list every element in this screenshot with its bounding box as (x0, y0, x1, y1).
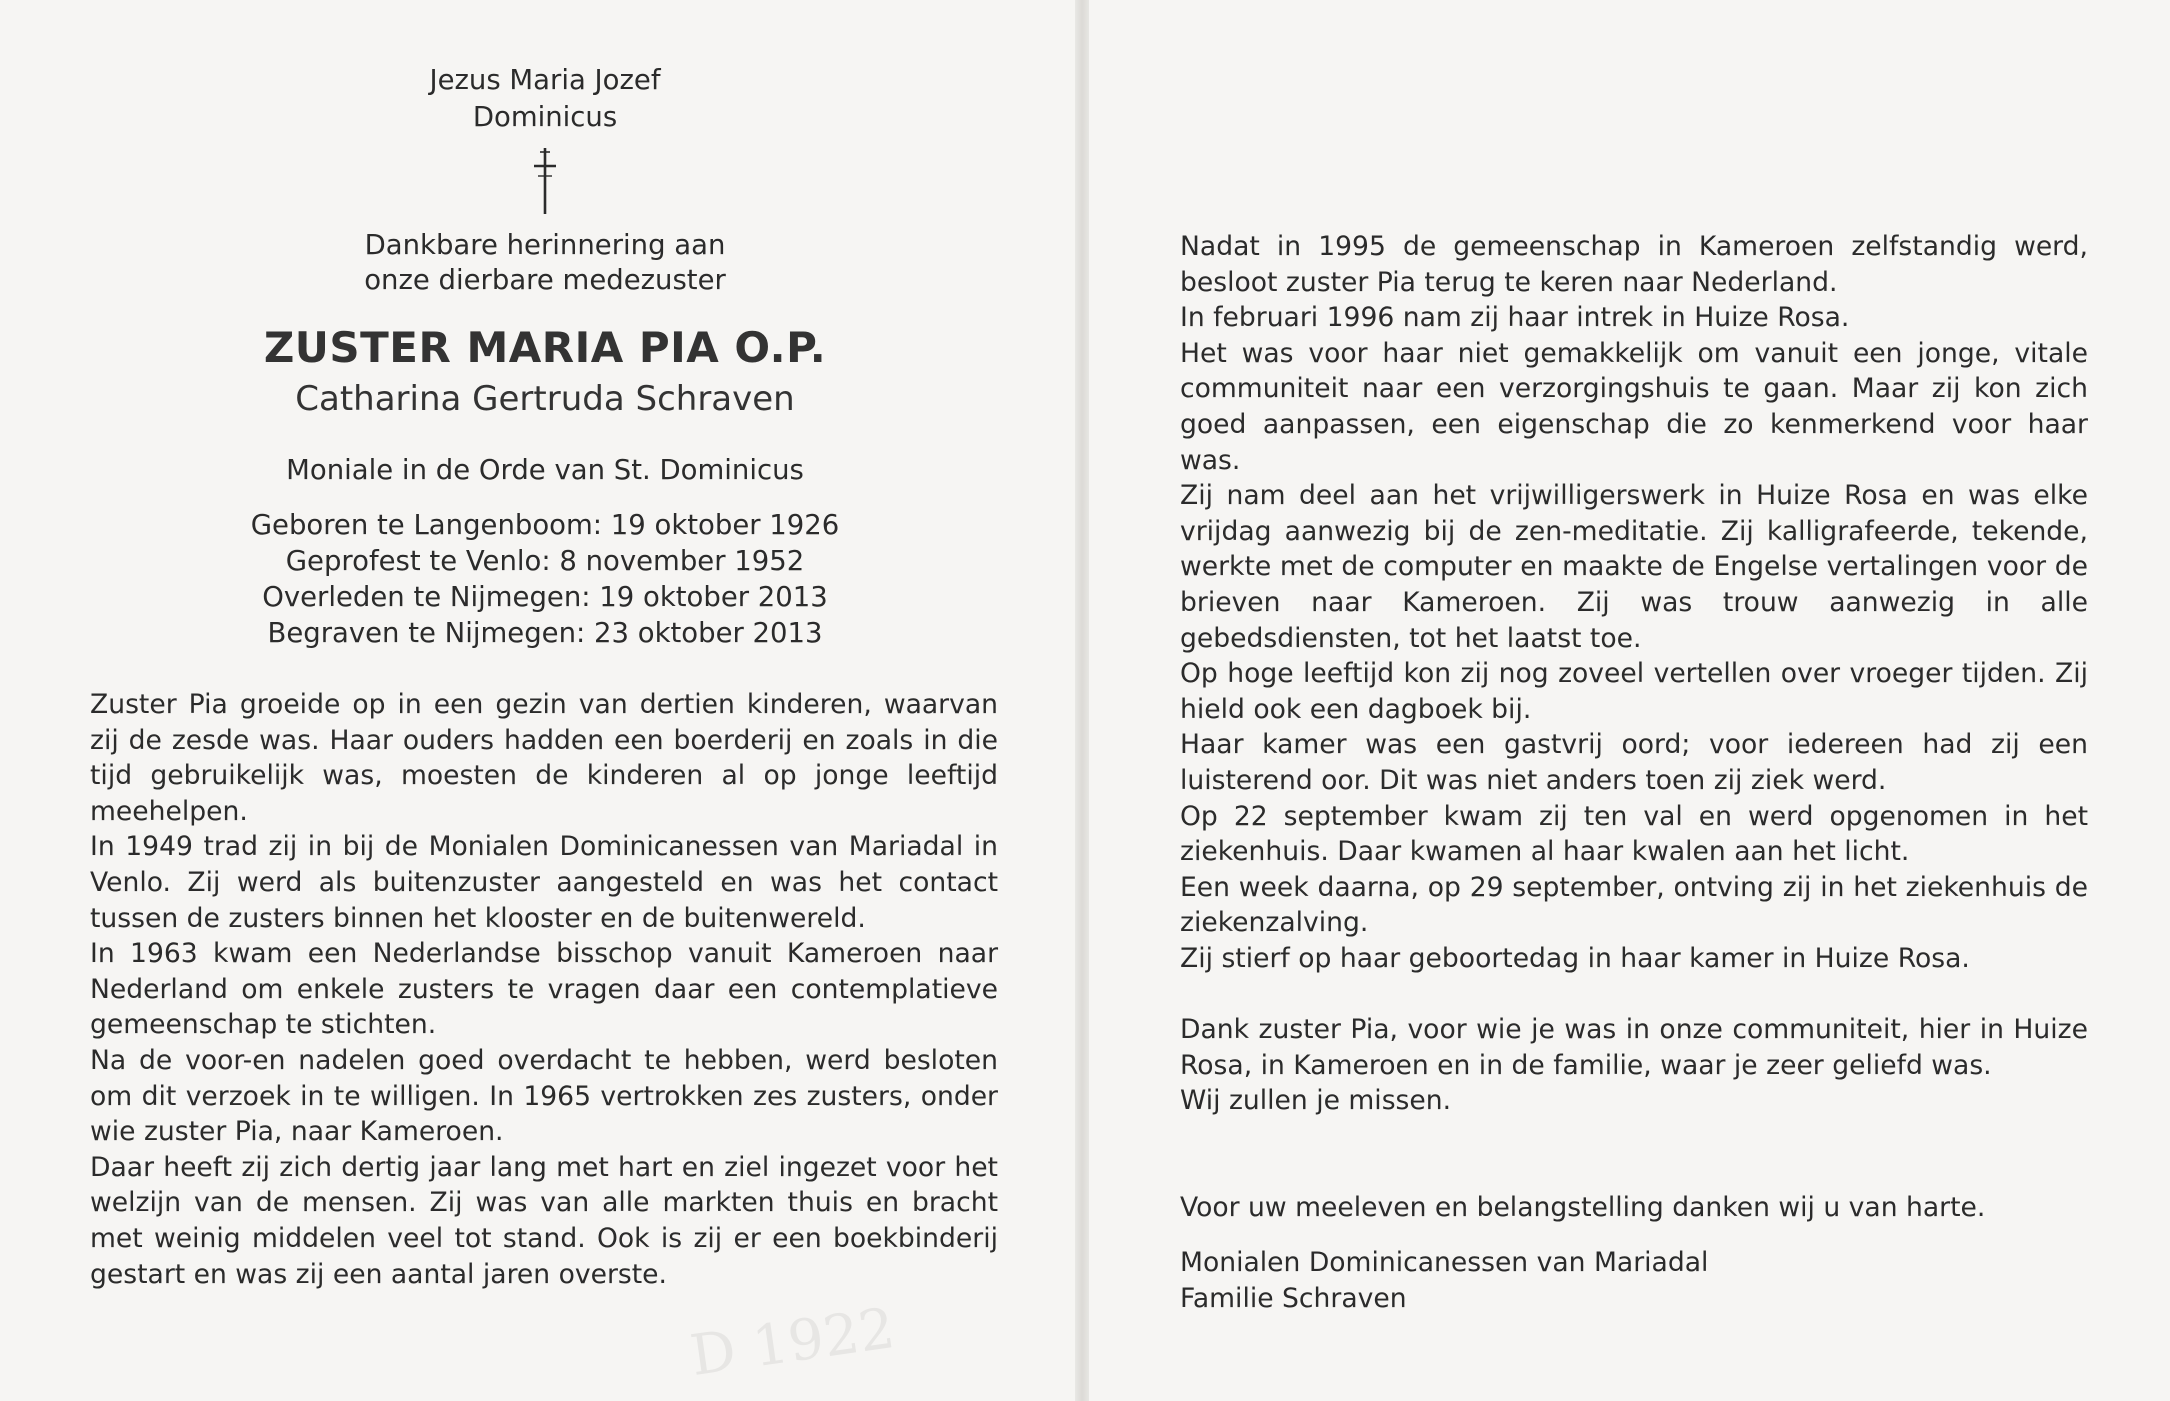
dedication-line-1: Dankbare herinnering aan (364, 229, 726, 261)
spacer (1180, 1225, 2088, 1245)
card-fold (1075, 0, 1089, 1401)
paragraph: Op hoge leeftijd kon zij nog zoveel vertellen over vroeger tijden. Zij hield ook een dagboek bij. (1180, 658, 2088, 725)
paragraph: In 1949 trad zij in bij de Monialen Dominicanessen van Mariadal in Venlo. Zij werd als buitenzuster aangesteld en was het contact tussen de zusters binnen het klooster en de buitenwereld. (90, 831, 998, 934)
closing-line: Voor uw meeleven en belangstelling danken wij u van harte. (1180, 1191, 1986, 1223)
paragraph: In februari 1996 nam zij haar intrek in Huize Rosa. (1180, 302, 1850, 334)
deceased-name: ZUSTER MARIA PIA O.P. (263, 323, 827, 372)
paragraph: Haar kamer was een gastvrij oord; voor iedereen had zij een luisterend oor. Dit was niet anders toen zij ziek werd. (1180, 729, 2088, 796)
signature-line: Monialen Dominicanessen van Mariadal (1180, 1247, 1709, 1279)
farewell-line: Wij zullen je missen. (1180, 1085, 1452, 1117)
paragraph: Het was voor haar niet gemakkelijk om vanuit een jonge, vitale communiteit naar een verzorgingshuis te gaan. Maar zij kon zich goed aanpassen, een eigenschap die zo kenmerkend voor haar was. (1180, 337, 2088, 476)
spacer (1180, 1119, 2088, 1190)
paragraph: Nadat in 1995 de gemeenschap in Kameroen zelfstandig werd, besloot zuster Pia terug te keren naar Nederland. (1180, 231, 2088, 298)
cross-icon (528, 146, 562, 216)
paragraph: Een week daarna, op 29 september, ontving zij in het ziekenhuis de ziekenzalving. (1180, 871, 2088, 939)
date-death: Overleden te Nijmegen: 19 oktober 2013 (262, 581, 828, 613)
dedication-line-2: onze dierbare medezuster (364, 264, 726, 296)
signature-line: Familie Schraven (1180, 1283, 1407, 1315)
order-line: Moniale in de Orde van St. Dominicus (286, 454, 804, 486)
date-birth: Geboren te Langenboom: 19 oktober 1926 (250, 509, 840, 541)
pencil-mark: D 1922 (686, 1296, 899, 1389)
left-page (0, 0, 1075, 1401)
paragraph: In 1963 kwam een Nederlandse bisschop vanuit Kameroen naar Nederland om enkele zusters te vragen daar een contemplatieve gemeenschap te stichten. (90, 938, 998, 1041)
date-profession: Geprofest te Venlo: 8 november 1952 (285, 545, 805, 577)
invocation-line-1: Jezus Maria Jozef (429, 64, 661, 96)
date-burial: Begraven te Nijmegen: 23 oktober 2013 (267, 617, 823, 649)
civil-name: Catharina Gertruda Schraven (295, 379, 795, 419)
paragraph: Zij nam deel aan het vrijwilligerswerk in Huize Rosa en was elke vrijdag aanwezig bij de zen-meditatie. Zij kalligrafeerde, tekende, werkte met de computer en maakte de Engelse vertalingen voor de brieven naar Kameroen. Zij was trouw aanwezig in alle gebedsdiensten, tot het laatst toe. (1180, 480, 2088, 654)
biography-part-1 (90, 687, 998, 1292)
paragraph: Daar heeft zij zich dertig jaar lang met hart en ziel ingezet voor het welzijn van de mensen. Zij was van alle markten thuis en bracht met weinig middelen veel tot stand. Ook is zij er een boekbinderij gestart en was zij een aantal jaren overste. (90, 1151, 998, 1290)
thanks-paragraph: Dank zuster Pia, voor wie je was in onze communiteit, hier in Huize Rosa, in Kameroen en in de familie, waar je zeer geliefd was. (1180, 1014, 2088, 1081)
paragraph: Zuster Pia groeide op in een gezin van dertien kinderen, waarvan zij de zesde was. Haar ouders hadden een boerderij en zoals in die tijd gebruikelijk was, moesten de kinderen al op jonge leeftijd meehelpen. (90, 689, 998, 827)
paragraph: Op 22 september kwam zij ten val en werd opgenomen in het ziekenhuis. Daar kwamen al haar kwalen aan het licht. (1180, 800, 2088, 868)
invocation-line-2: Dominicus (472, 101, 618, 133)
paragraph: Zij stierf op haar geboortedag in haar kamer in Huize Rosa. (1180, 942, 1970, 974)
paragraph: Na de voor-en nadelen goed overdacht te hebben, werd besloten om dit verzoek in te willigen. In 1965 vertrokken zes zusters, onder wie zuster Pia, naar Kameroen. (90, 1044, 998, 1148)
spacer (1180, 976, 2088, 1012)
biography-part-2 (1180, 229, 2088, 1317)
